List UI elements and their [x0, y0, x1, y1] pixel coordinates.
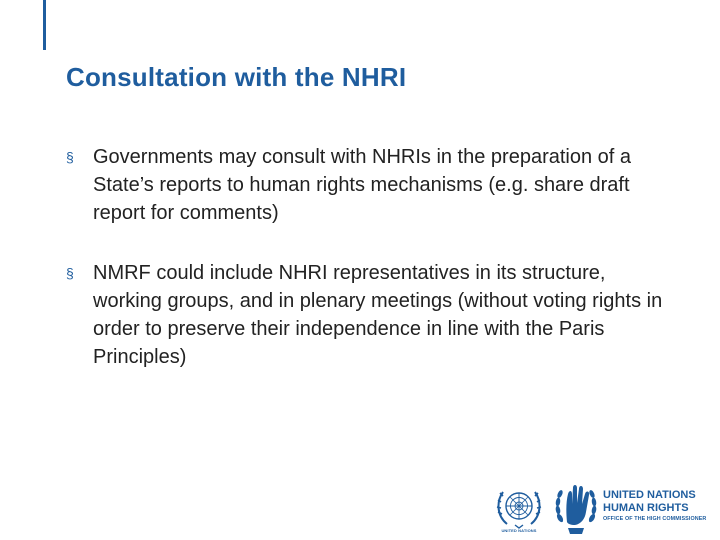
bullet-marker: § [66, 265, 74, 281]
ohchr-line-2: HUMAN RIGHTS [603, 502, 689, 514]
bullet-text: Governments may consult with NHRIs in the preparation of a State’s reports to human rights mechanisms (e.g. share draft report for comments) [93, 146, 632, 224]
bullet-marker: § [66, 149, 74, 165]
bullet-item [66, 143, 666, 227]
un-emblem-caption: UNITED NATIONS [501, 528, 537, 533]
human-rights-hand-bird-icon [554, 478, 598, 536]
bullet-item [66, 259, 666, 371]
slide-title: Consultation with the NHRI [66, 62, 407, 92]
ohchr-line-3: OFFICE OF THE HIGH COMMISSIONER [603, 516, 707, 522]
un-emblem-icon [493, 484, 545, 534]
accent-bar [43, 0, 46, 50]
bullet-list [66, 143, 666, 403]
ohchr-line-1: UNITED NATIONS [603, 489, 696, 501]
bullet-text: NMRF could include NHRI representatives in its structure, working groups, and in plenary meetings (without voting rights in order to preserve their independence in line with the Paris Principles) [93, 262, 663, 368]
ohchr-wordmark [603, 489, 719, 524]
